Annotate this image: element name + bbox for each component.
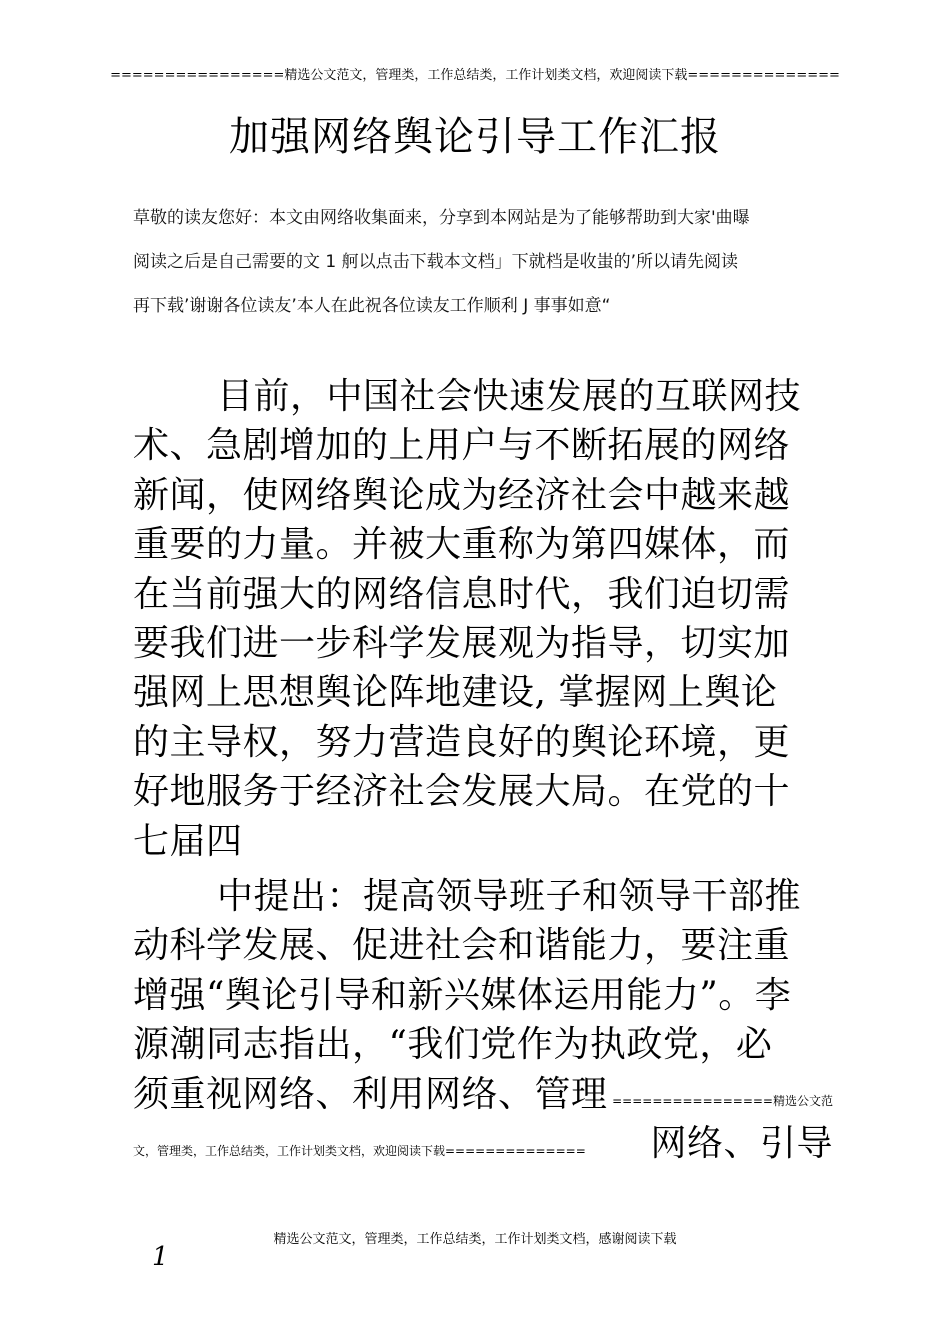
body-line-with-banner bbox=[133, 1070, 833, 1119]
inline-banner: 文，管理类，工作总结类，工作计划类文档，欢迎阅读下载============== bbox=[133, 1143, 586, 1158]
body-line: 源潮同志指出，“我们党作为执政党，必 bbox=[133, 1024, 773, 1066]
body-line: 强网上思想舆论阵地建设, 掌握网上舆论 bbox=[133, 672, 778, 714]
body-line: 目前，中国社会快速发展的互联网技 bbox=[217, 376, 802, 417]
body-line: 七届四 bbox=[133, 820, 243, 862]
body-line-with-banner bbox=[133, 1119, 833, 1168]
body-line: 在当前强大的网络信息时代，我们迫切需 bbox=[133, 573, 791, 615]
intro-line: 阅读之后是自己需要的文 1 舸以点击下载本文档」下就档是收蚩的’所以请先阅读 bbox=[133, 252, 739, 272]
body-line: 须重视网络、利用网络、管理 bbox=[133, 1073, 608, 1115]
inline-banner: ================精选公文范 bbox=[612, 1094, 833, 1109]
page-number: 1 bbox=[152, 1242, 169, 1272]
paragraph-2 bbox=[133, 872, 833, 1168]
body-line: 中提出：提高领导班子和领导干部推 bbox=[217, 876, 802, 918]
footer-text: 精选公文范文，管理类，工作总结类，工作计划类文档，感谢阅读下载 bbox=[273, 1232, 677, 1247]
paragraph-1 bbox=[133, 372, 833, 866]
body-line: 要我们进一步科学发展观为指导，切实加 bbox=[133, 623, 791, 665]
body-line: 的主导权，努力营造良好的舆论环境，更 bbox=[133, 721, 791, 763]
body-line: 重要的力量。并被大重称为第四媒体，而 bbox=[133, 524, 791, 566]
intro-line: 草敬的读友您好：本文由网络收集面来，分享到本网站是为了能够帮助到大家'曲曝 bbox=[133, 208, 750, 228]
body-line: 网络、引导 bbox=[650, 1123, 833, 1165]
intro-line: 再下载’谢谢各位读友’本人在此祝各位读友工作顺利 J 事事如意“ bbox=[133, 296, 611, 316]
body-line: 术、急剧增加的上用户与不断拓展的网络 bbox=[133, 425, 791, 467]
body-line: 好地服务于经济社会发展大局。在党的十 bbox=[133, 771, 791, 813]
document-title: 加强网络舆论引导工作汇报 bbox=[229, 114, 721, 160]
intro-notice bbox=[133, 196, 833, 328]
body-line: 增强“舆论引导和新兴媒体运用能力”。李 bbox=[133, 974, 792, 1016]
body-text bbox=[133, 372, 833, 1169]
body-line: 新闻，使网络舆论成为经济社会中越来越 bbox=[133, 474, 791, 516]
top-banner: ================精选公文范文，管理类，工作总结类，工作计划类文档，欢迎阅读下载============== bbox=[110, 68, 840, 83]
body-line: 动科学发展、促进社会和谐能力，要注重 bbox=[133, 925, 791, 967]
